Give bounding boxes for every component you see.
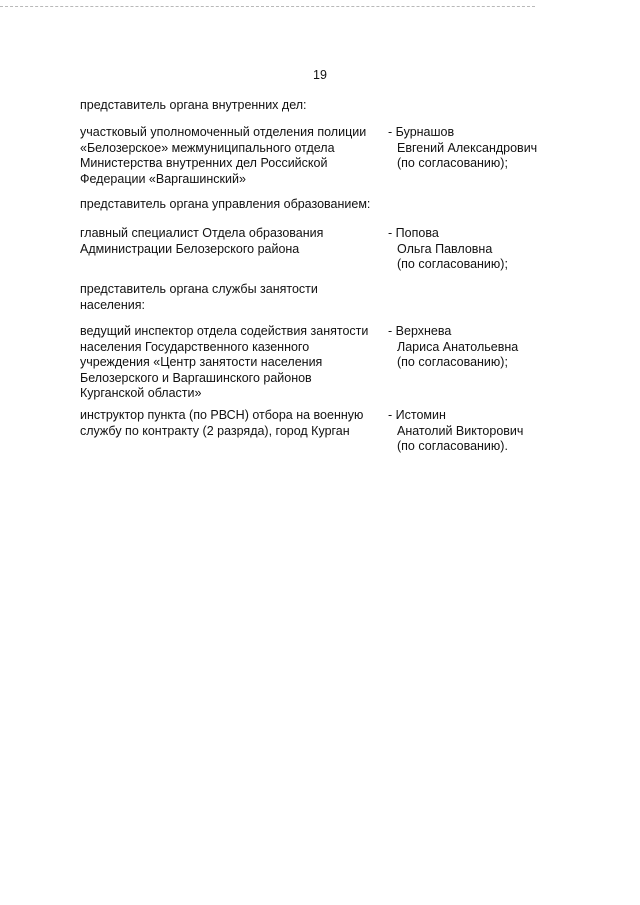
member-name	[388, 125, 568, 172]
position-line: учреждения «Центр занятости населения	[80, 355, 323, 369]
heading-line: представитель органа службы занятости	[80, 282, 318, 296]
heading-line: населения:	[80, 297, 146, 312]
position-line: главный специалист Отдела образования	[80, 226, 324, 240]
position-line: Администрации Белозерского района	[80, 241, 300, 256]
member-position	[80, 408, 385, 439]
given-name: Анатолий Викторович	[397, 423, 524, 438]
heading-line: представитель органа управления образованием:	[80, 197, 371, 211]
position-line: участковый уполномоченный отделения полиции	[80, 125, 367, 139]
surname-line	[388, 408, 568, 424]
given-name: Лариса Анатольевна	[397, 339, 519, 354]
dash-mark: -	[388, 125, 393, 139]
position-line: инструктор пункта (по РВСН) отбора на военную	[80, 408, 364, 422]
position-line: службу по контракту (2 разряда), город Курган	[80, 423, 350, 438]
page-number: 19	[313, 68, 327, 82]
surname-line	[388, 125, 568, 141]
given-name: Евгений Александрович	[397, 140, 538, 155]
member-position	[80, 125, 385, 187]
member-name	[388, 408, 568, 455]
surname-line	[388, 226, 568, 242]
dash-mark: -	[388, 226, 393, 240]
surname: Попова	[395, 226, 439, 240]
section-heading-education	[80, 197, 400, 213]
position-line: населения Государственного казенного	[80, 339, 310, 354]
surname: Верхнева	[395, 324, 452, 338]
agreement-note: (по согласованию);	[397, 355, 508, 369]
given-name: Ольга Павловна	[397, 241, 493, 256]
member-name	[388, 226, 568, 273]
member-position	[80, 324, 385, 402]
agreement-note: (по согласованию);	[397, 156, 508, 170]
position-line: Министерства внутренних дел Российской	[80, 156, 328, 170]
scan-artifact-line	[0, 6, 535, 7]
dash-mark: -	[388, 324, 393, 338]
dash-mark: -	[388, 408, 393, 422]
position-line: «Белозерское» межмуниципального отдела	[80, 140, 335, 155]
section-heading-employment	[80, 282, 380, 313]
position-line: Курганской области»	[80, 386, 202, 400]
position-line: Белозерского и Варгашинского районов	[80, 370, 312, 385]
position-line: ведущий инспектор отдела содействия занятости	[80, 324, 369, 338]
position-line: Федерации «Варгашинский»	[80, 171, 246, 186]
agreement-note: (по согласованию);	[397, 257, 508, 271]
agreement-note: (по согласованию).	[397, 439, 508, 453]
surname-line	[388, 324, 568, 340]
member-name	[388, 324, 568, 371]
heading-line: представитель органа внутренних дел:	[80, 98, 307, 112]
section-heading-internal-affairs	[80, 98, 380, 114]
surname: Бурнашов	[395, 125, 455, 139]
surname: Истомин	[395, 408, 446, 422]
member-position	[80, 226, 385, 257]
